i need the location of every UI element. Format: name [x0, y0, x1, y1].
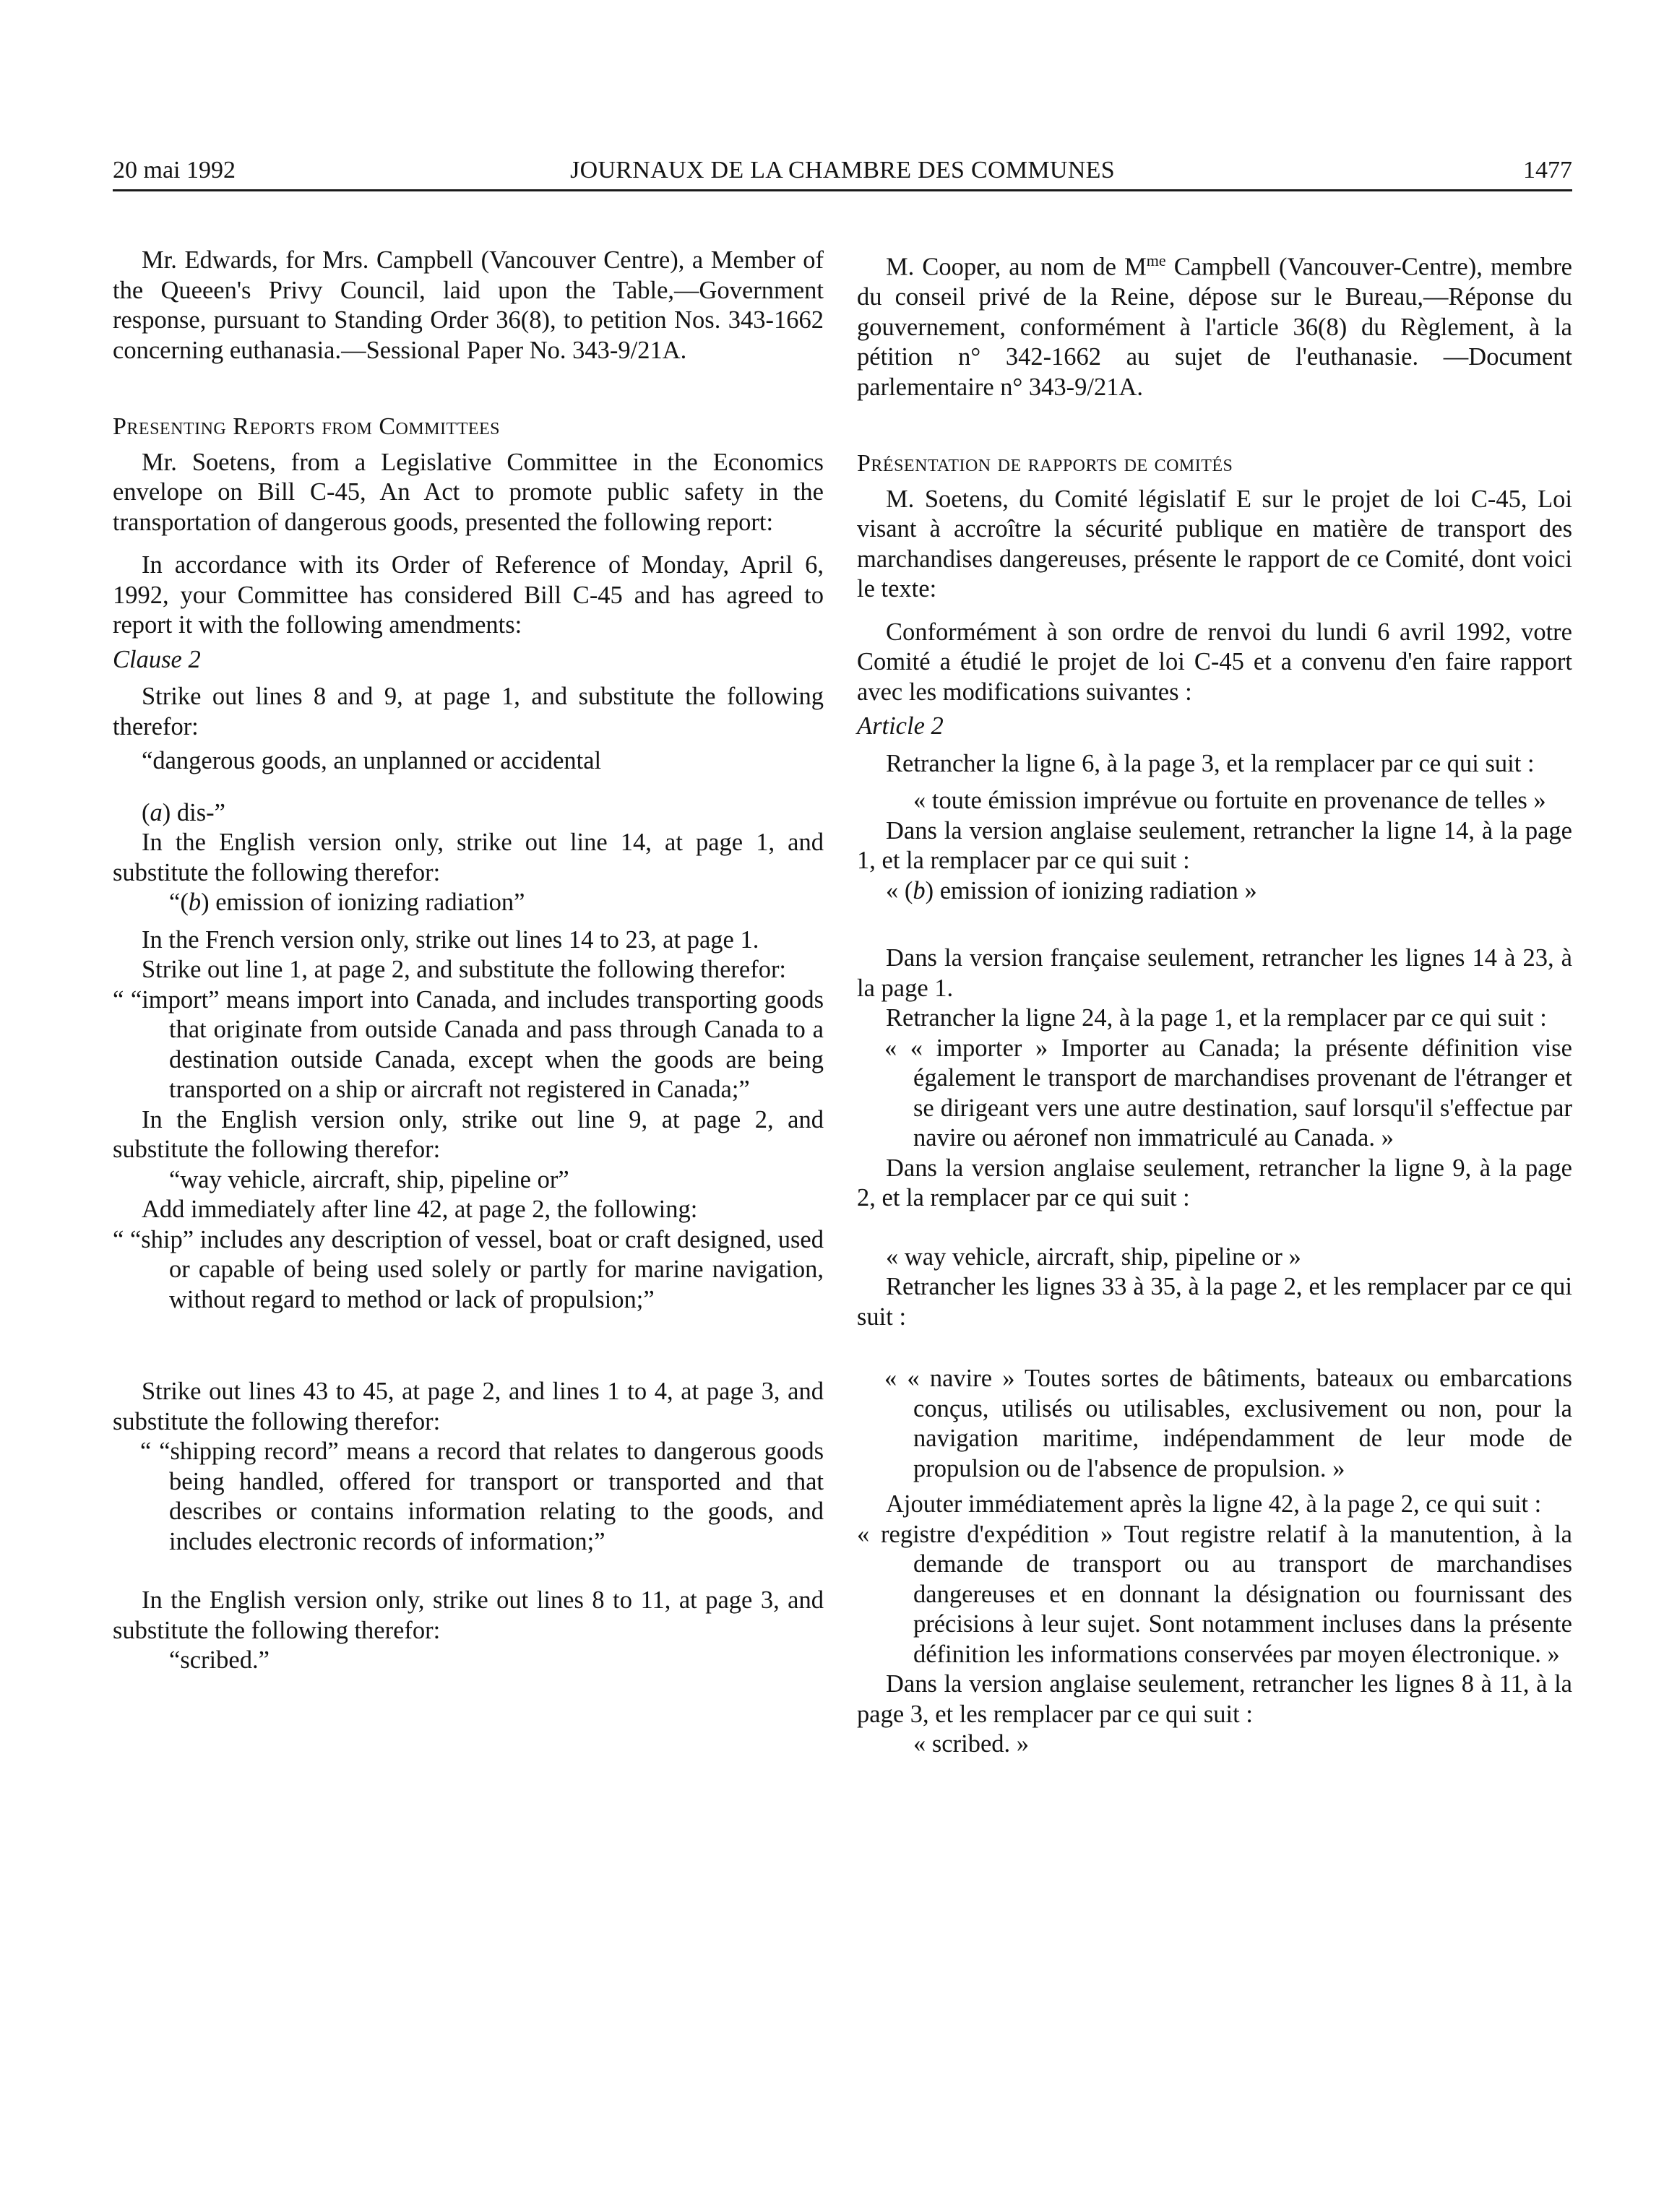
- running-head: [113, 153, 1572, 188]
- fr-amendment-2: Dans la version anglaise seulement, retrancher la ligne 14, à la page 1, et la remplacer par ce qui suit :: [857, 816, 1572, 874]
- en-report-intro: Mr. Soetens, from a Legislative Committee in the Economics envelope on Bill C-45, An Act to promote public safety in the transportation of dangerous goods, presented the following report:: [113, 448, 824, 536]
- fr-tabling-pre: M. Cooper, au nom de M: [886, 253, 1147, 281]
- en-amendment-7: Strike out lines 43 to 45, at page 2, and lines 1 to 4, at page 3, and substitute the following therefor:: [113, 1378, 824, 1435]
- en-section-heading: Presenting Reports from Committees: [113, 413, 501, 440]
- en-clause-heading: Clause 2: [113, 645, 201, 673]
- en-amendment-2: In the English version only, strike out line 14, at page 1, and substitute the following therefor:: [113, 829, 824, 886]
- fr-tabling-post: Campbell (Vancouver-Centre), membre du conseil privé de la Reine, dépose sur le Bureau,—Réponse du gouvernement, conformément à l'article 36(8) du Règlement, à la pétition n° 342-1662 au sujet de l'euthanasie. —Document parlementaire n° 343-9/21A.: [857, 253, 1572, 401]
- en-quote-1: “dangerous goods, an unplanned or accidental: [142, 747, 602, 774]
- fr-quote-navire-definition: « « navire » Toutes sortes de bâtiments, bateaux ou embarcations conçus, utilisés ou utilisables, exclusivement ou non, pour la navigation maritime, indépendamment de leur mode de propulsion ou de l'absence de propulsion. »: [884, 1365, 1572, 1482]
- en-amendment-4: Strike out line 1, at page 2, and substitute the following therefor:: [142, 956, 787, 983]
- header-page-number: 1477: [1523, 157, 1572, 183]
- fr-quote-7: « scribed. »: [913, 1730, 1030, 1758]
- fr-report-intro: M. Soetens, du Comité législatif E sur le projet de loi C-45, Loi visant à accroître la sécurité publique en matière de transport des marchandises dangereuses, présente le rapport de ce Comité, dont voici le texte:: [857, 485, 1572, 602]
- en-quote-import-definition: “ “import” means import into Canada, and includes transporting goods that originate from outside Canada and pass through Canada to a destination outside Canada, except when the goods are being transported on a ship or aircraft not registered in Canada;”: [113, 985, 824, 1103]
- fr-quote-4: « way vehicle, aircraft, ship, pipeline or »: [886, 1243, 1301, 1271]
- en-quote-4: “way vehicle, aircraft, ship, pipeline or”: [169, 1165, 569, 1193]
- fr-tabling-paragraph: [857, 246, 1572, 402]
- en-amendment-3: In the French version only, strike out lines 14 to 23, at page 1.: [142, 925, 759, 954]
- fr-amendment-7: Ajouter immédiatement après la ligne 42, à la page 2, ce qui suit :: [886, 1490, 1542, 1518]
- header-journal-title: JOURNAUX DE LA CHAMBRE DES COMMUNES: [570, 157, 1115, 183]
- fr-order-of-reference: Conformément à son ordre de renvoi du lundi 6 avril 1992, votre Comité a étudié le projet de loi C-45 et a convenu d'en faire rapport avec les modifications suivantes :: [857, 618, 1572, 706]
- fr-quote-2-pre: « (: [886, 876, 913, 904]
- en-amendment-8: In the English version only, strike out lines 8 to 11, at page 3, and substitute the following therefor:: [113, 1586, 824, 1644]
- en-quote-7: “scribed.”: [169, 1646, 270, 1674]
- en-quote-1b-text: dis-”: [171, 798, 225, 826]
- en-tabling-paragraph: Mr. Edwards, for Mrs. Campbell (Vancouver Centre), a Member of the Queeen's Privy Council, laid upon the Table,—Government response, pursuant to Standing Order 36(8), to petition Nos. 343-1662 concerning euthanasia.—Sessional Paper No. 343-9/21A.: [113, 246, 824, 364]
- en-order-of-reference: In accordance with its Order of Reference of Monday, April 6, 1992, your Committee has considered Bill C-45 and has agreed to report it with the following amendments:: [113, 551, 824, 639]
- en-quote-ship-definition: “ “ship” includes any description of vessel, boat or craft designed, used or capable of being used solely or partly for marine navigation, without regard to method or lack of propulsion;”: [113, 1225, 824, 1313]
- fr-amendment-1: Retrancher la ligne 6, à la page 3, et la remplacer par ce qui suit :: [886, 749, 1535, 777]
- fr-clause-heading: Article 2: [857, 712, 944, 740]
- header-rule: [113, 189, 1572, 191]
- fr-quote-1: « toute émission imprévue ou fortuite en provenance de telles »: [913, 787, 1546, 814]
- en-quote-1b: (a) dis-”: [142, 798, 225, 826]
- en-quote-2: “(b) emission of ionizing radiation”: [169, 889, 525, 916]
- fr-quote-2-text: ) emission of ionizing radiation »: [925, 876, 1257, 904]
- en-quote-2-text: emission of ionizing radiation”: [209, 889, 525, 916]
- header-date: 20 mai 1992: [113, 157, 236, 183]
- fr-section-heading: Présentation de rapports de comités: [857, 450, 1233, 477]
- en-quote-1b-letter: a: [150, 798, 163, 826]
- fr-amendment-6: Retrancher les lignes 33 à 35, à la page 2, et les remplacer par ce qui suit :: [857, 1273, 1572, 1331]
- english-column: [113, 246, 824, 1676]
- fr-tabling-sup: me: [1146, 251, 1166, 269]
- fr-quote-importer-definition: « « importer » Importer au Canada; la présente définition vise également le transport de marchandises provenant de l'étranger et se dirigeant vers une autre destination, sauf lorsqu'il s'effectue par navire ou aéronef non immatriculé au Canada. »: [884, 1034, 1572, 1152]
- en-quote-shipping-record-definition: “ “shipping record” means a record that relates to dangerous goods being handled, offered for transport or transported and that describes or contains information relating to the goods, and includes electronic records of information;”: [140, 1438, 824, 1555]
- fr-amendment-8: Dans la version anglaise seulement, retrancher les lignes 8 à 11, à la page 3, et les remplacer par ce qui suit :: [857, 1670, 1572, 1728]
- fr-quote-2: [857, 876, 1572, 907]
- en-amendment-5: In the English version only, strike out line 9, at page 2, and substitute the following therefor:: [113, 1105, 824, 1163]
- fr-amendment-3: Dans la version française seulement, retrancher les lignes 14 à 23, à la page 1.: [857, 944, 1572, 1002]
- en-amendment-6: Add immediately after line 42, at page 2, the following:: [142, 1196, 698, 1223]
- fr-amendment-4: Retrancher la ligne 24, à la page 1, et la remplacer par ce qui suit :: [886, 1004, 1547, 1032]
- fr-quote-2-letter: b: [913, 876, 926, 904]
- french-column: [857, 246, 1572, 1760]
- en-quote-2-letter: b: [188, 889, 202, 916]
- en-amendment-1: Strike out lines 8 and 9, at page 1, and substitute the following therefor:: [113, 683, 824, 740]
- fr-quote-registre-definition: « registre d'expédition » Tout registre relatif à la manutention, à la demande de transport ou au transport de marchandises dangereuses et en donnant la désignation ou fournissant des précisions à leur sujet. Sont notamment incluses dans la présente définition les informations conservées par moyen électronique. »: [857, 1520, 1572, 1668]
- fr-amendment-5: Dans la version anglaise seulement, retrancher la ligne 9, à la page 2, et la remplacer par ce qui suit :: [857, 1154, 1572, 1211]
